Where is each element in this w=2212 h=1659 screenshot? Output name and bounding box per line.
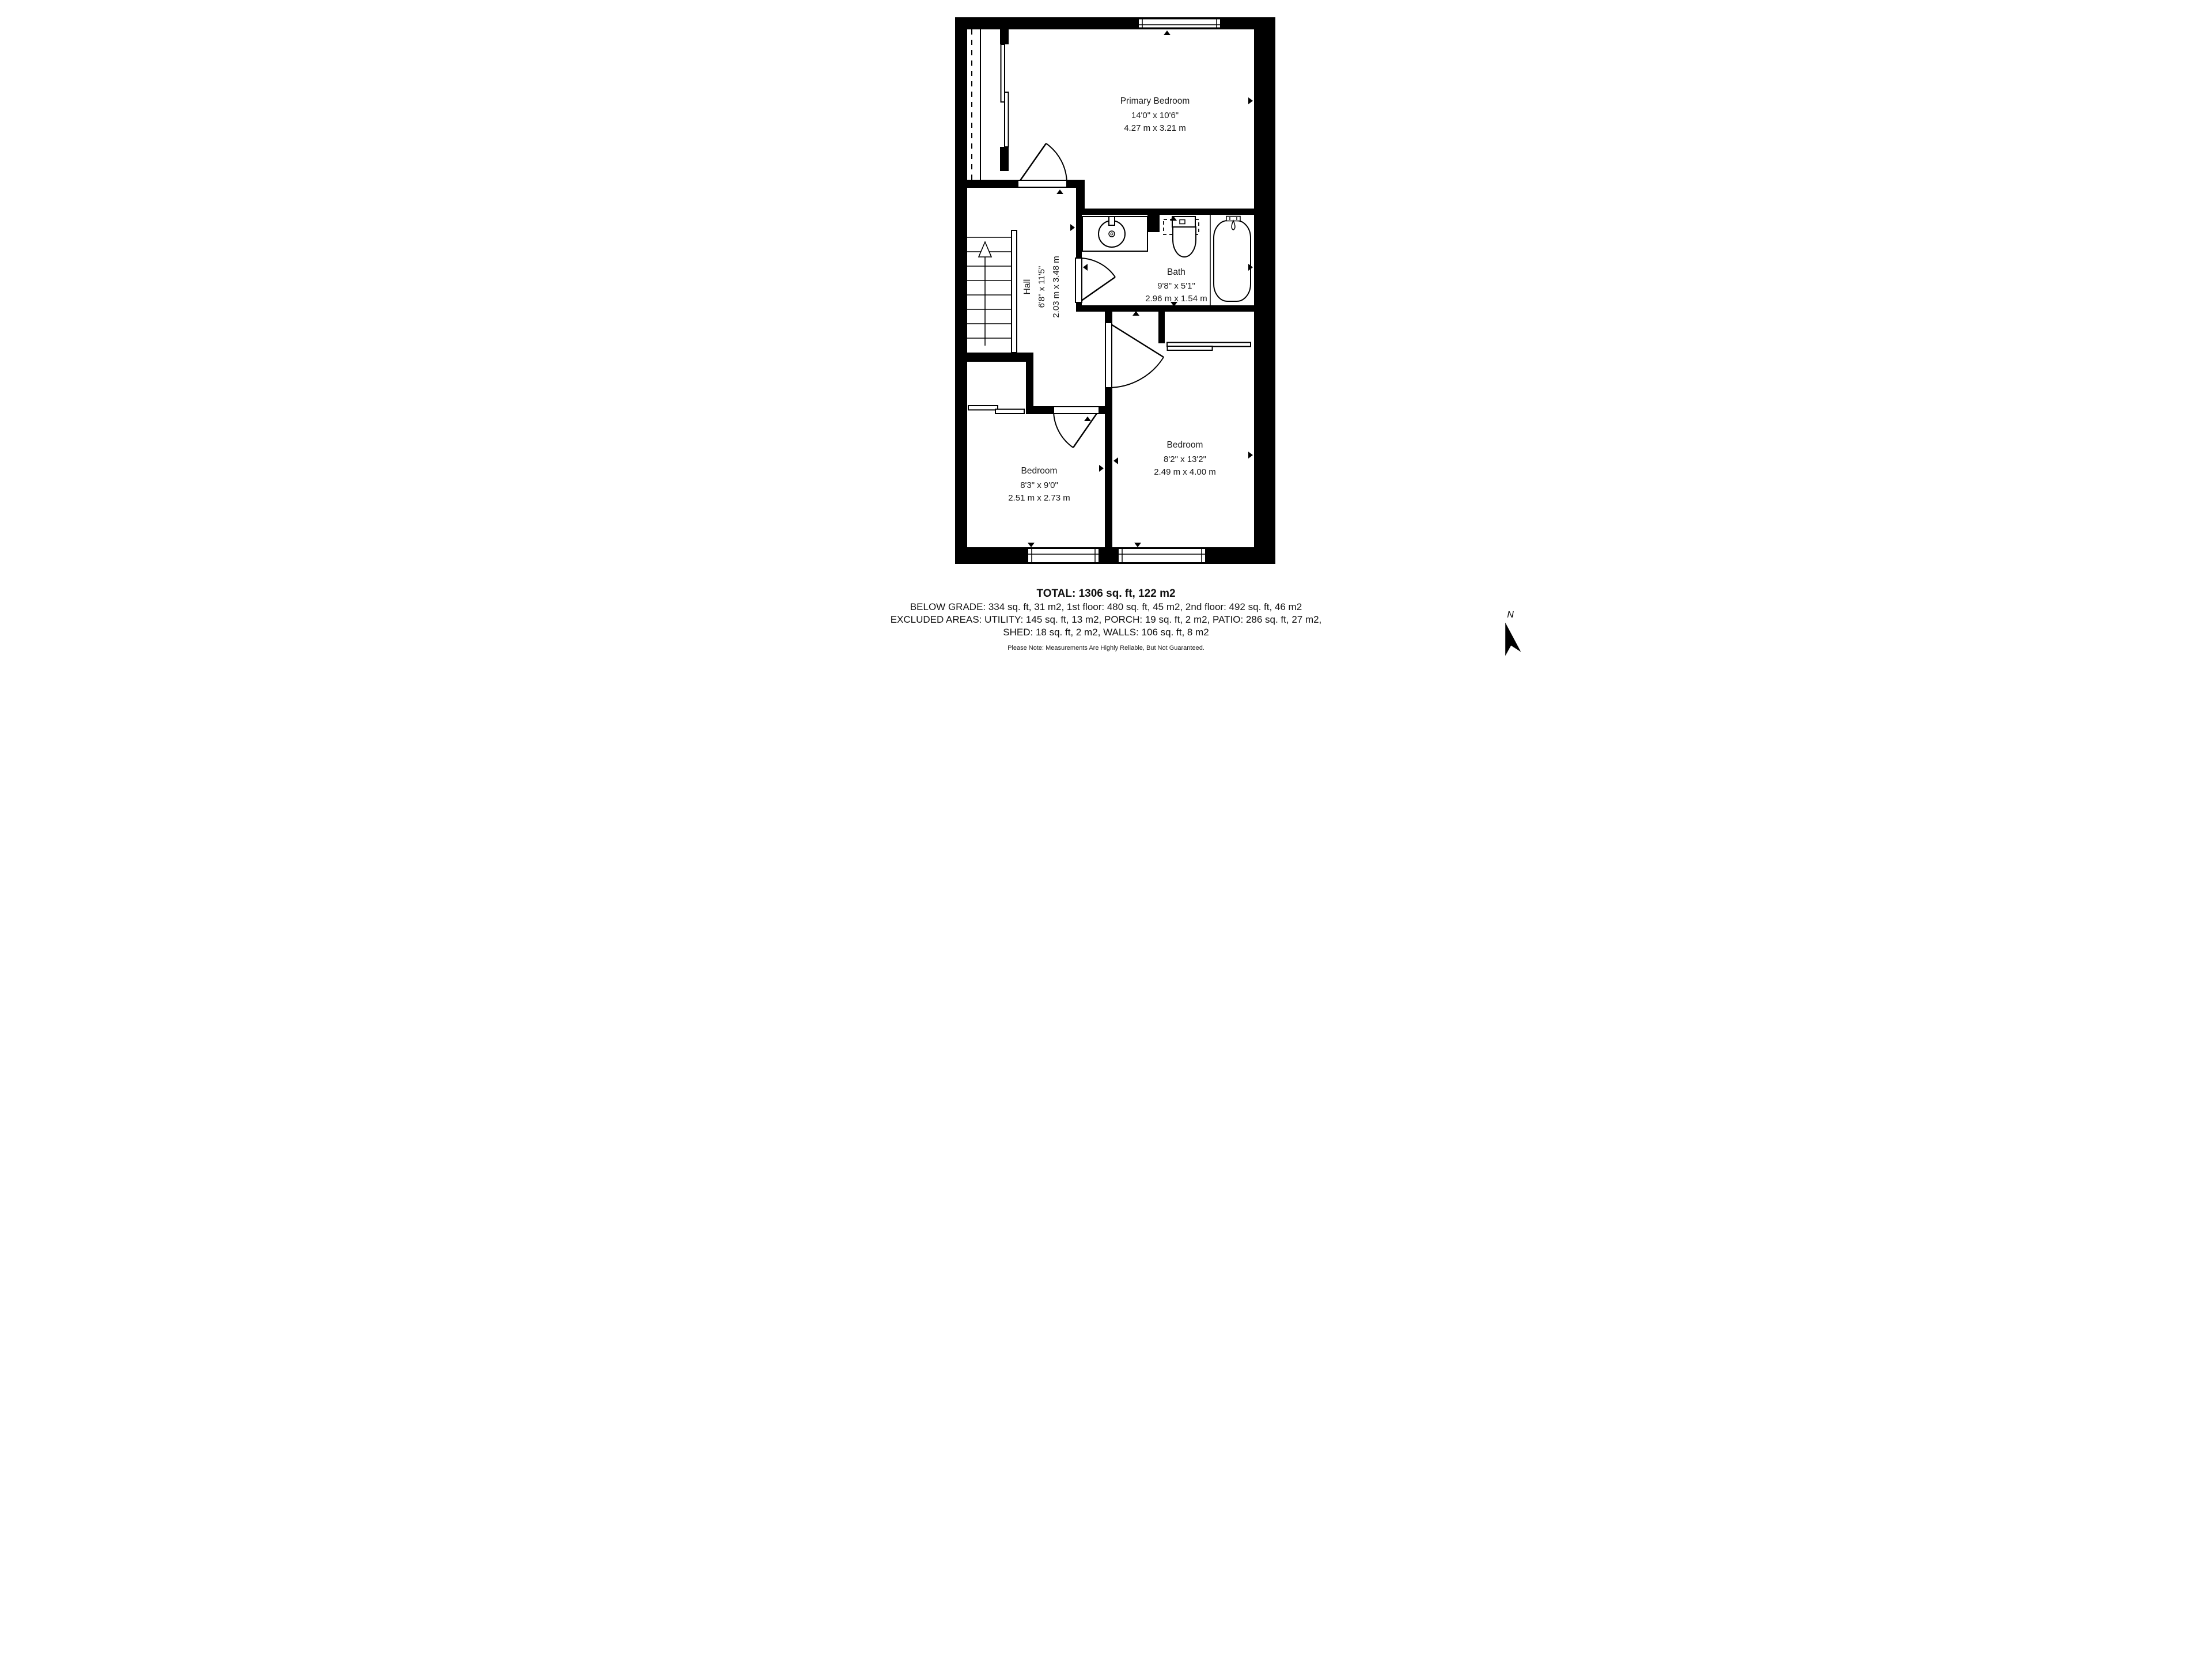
toilet-bowl <box>1173 227 1196 257</box>
door-bath <box>1075 258 1115 302</box>
wall-hall-bath <box>1076 215 1082 258</box>
bathtub <box>1214 217 1251 302</box>
room-dim-metric: 2.96 m x 1.54 m <box>1145 294 1207 304</box>
room-title: Primary Bedroom <box>1120 96 1190 106</box>
window-bedroomleft-bottom <box>1028 548 1099 563</box>
room-title: Bath <box>1167 267 1185 277</box>
closet-door-stub-top <box>1000 29 1009 44</box>
room-title: Bedroom <box>1021 466 1058 476</box>
stair-up-arrow-icon <box>979 242 991 346</box>
room-dim-imperial: 8'2" x 13'2" <box>1164 454 1206 464</box>
closet-door-stub-bottom <box>1000 147 1009 171</box>
room-dim-imperial: 6'8" x 11'5" <box>1037 266 1047 308</box>
door-bedroom-left <box>1054 407 1099 448</box>
window-primary-top <box>1138 19 1221 28</box>
room-dim-metric: 4.27 m x 3.21 m <box>1124 123 1186 133</box>
arrow-left-icon-bath <box>1083 264 1088 271</box>
wall-brcloset-left <box>1158 312 1165 343</box>
wall-hall-top-left <box>967 180 1018 188</box>
label-hall <box>1022 256 1061 318</box>
door-primary-bedroom <box>1018 143 1067 187</box>
room-dim-imperial: 14'0" x 10'6" <box>1131 111 1179 120</box>
label-bath <box>1145 267 1207 304</box>
sink-faucet-icon <box>1109 217 1115 225</box>
toilet <box>1164 217 1199 257</box>
room-dim-metric: 2.49 m x 4.00 m <box>1154 467 1216 477</box>
wall-divider-upper <box>1105 312 1112 323</box>
arrow-up-icon-hall <box>1056 190 1063 194</box>
arrow-right-icon-bedroomleft <box>1099 465 1104 472</box>
north-arrow-icon <box>1493 620 1528 656</box>
room-dim-imperial: 8'3" x 9'0" <box>1020 480 1058 490</box>
arrow-right-icon-primary <box>1248 97 1253 104</box>
disclaimer-note: Please Note: Measurements Are Highly Reliable, But Not Guaranteed. <box>1007 645 1205 652</box>
window-bedroomright-bottom <box>1118 548 1206 563</box>
bath-fixtures <box>1082 215 1251 305</box>
wall-left <box>955 17 967 564</box>
wall-right-party <box>1254 17 1275 564</box>
north-compass <box>1493 611 1528 659</box>
primary-closet-strip <box>972 29 1009 180</box>
arrow-right-icon-bedroomright <box>1248 452 1253 459</box>
arrow-down-icon-bedroomright <box>1134 543 1141 547</box>
arrow-up-icon-primary <box>1164 31 1171 35</box>
room-dim-imperial: 9'8" x 5'1" <box>1157 281 1195 291</box>
label-bedroom-left <box>1008 466 1070 503</box>
label-primary-bedroom <box>1120 96 1190 133</box>
wall-connector <box>1076 180 1085 215</box>
wall-bath-top <box>1085 209 1254 215</box>
staircase <box>967 230 1017 353</box>
wall-top <box>955 17 1275 29</box>
arrow-up-icon-bedroomleft <box>1084 416 1091 421</box>
sliding-door-bedroomright-closet <box>1167 343 1251 351</box>
bedroomright-closet <box>1167 343 1251 351</box>
label-bedroom-right <box>1154 440 1216 477</box>
wall-divider-lower <box>1105 388 1112 547</box>
sliding-door-primary-closet <box>1001 44 1009 147</box>
summary-excluded-areas: EXCLUDED AREAS: UTILITY: 145 sq. ft, 13 m2, PORCH: 19 sq. ft, 2 m2, PATIO: 286 sq. ft, 27 m2, <box>890 614 1322 625</box>
hall-closet <box>968 406 1024 414</box>
floorplan-drawing <box>664 0 1548 664</box>
arrow-up-icon-bedroomright <box>1132 311 1139 316</box>
arrow-right-icon-hall <box>1070 224 1075 231</box>
room-title: Bedroom <box>1166 440 1203 450</box>
compass-north-label: N <box>1507 610 1514 620</box>
wall-bedroomleft-top-a <box>1033 406 1054 414</box>
sink-vanity <box>1082 217 1147 251</box>
room-dim-metric: 2.03 m x 3.48 m <box>1051 256 1061 318</box>
room-dim-metric: 2.51 m x 2.73 m <box>1008 493 1070 503</box>
room-title: Hall <box>1022 279 1032 295</box>
summary-total: TOTAL: 1306 sq. ft, 122 m2 <box>1036 588 1176 600</box>
door-bedroom-right <box>1105 323 1164 388</box>
summary-excluded-areas-2: SHED: 18 sq. ft, 2 m2, WALLS: 106 sq. ft, 8 m2 <box>1003 627 1209 638</box>
floorplan-page <box>664 0 1548 664</box>
summary-below-grade: BELOW GRADE: 334 sq. ft, 31 m2, 1st floor: 480 sq. ft, 45 m2, 2nd floor: 492 sq. ft, 46 m2 <box>910 601 1302 612</box>
wall-bottom <box>955 547 1275 564</box>
wall-hallcloset-top <box>955 353 1033 362</box>
wall-hallcloset-right <box>1026 353 1033 414</box>
wall-vanity-stub <box>1147 215 1160 232</box>
arrow-down-icon-bedroomleft <box>1028 543 1035 547</box>
arrow-left-icon-bedroomright <box>1113 457 1118 464</box>
sliding-door-hall-closet <box>968 406 1024 414</box>
wall-bath-bottom <box>1076 305 1254 312</box>
stair-stringer <box>1012 230 1017 353</box>
